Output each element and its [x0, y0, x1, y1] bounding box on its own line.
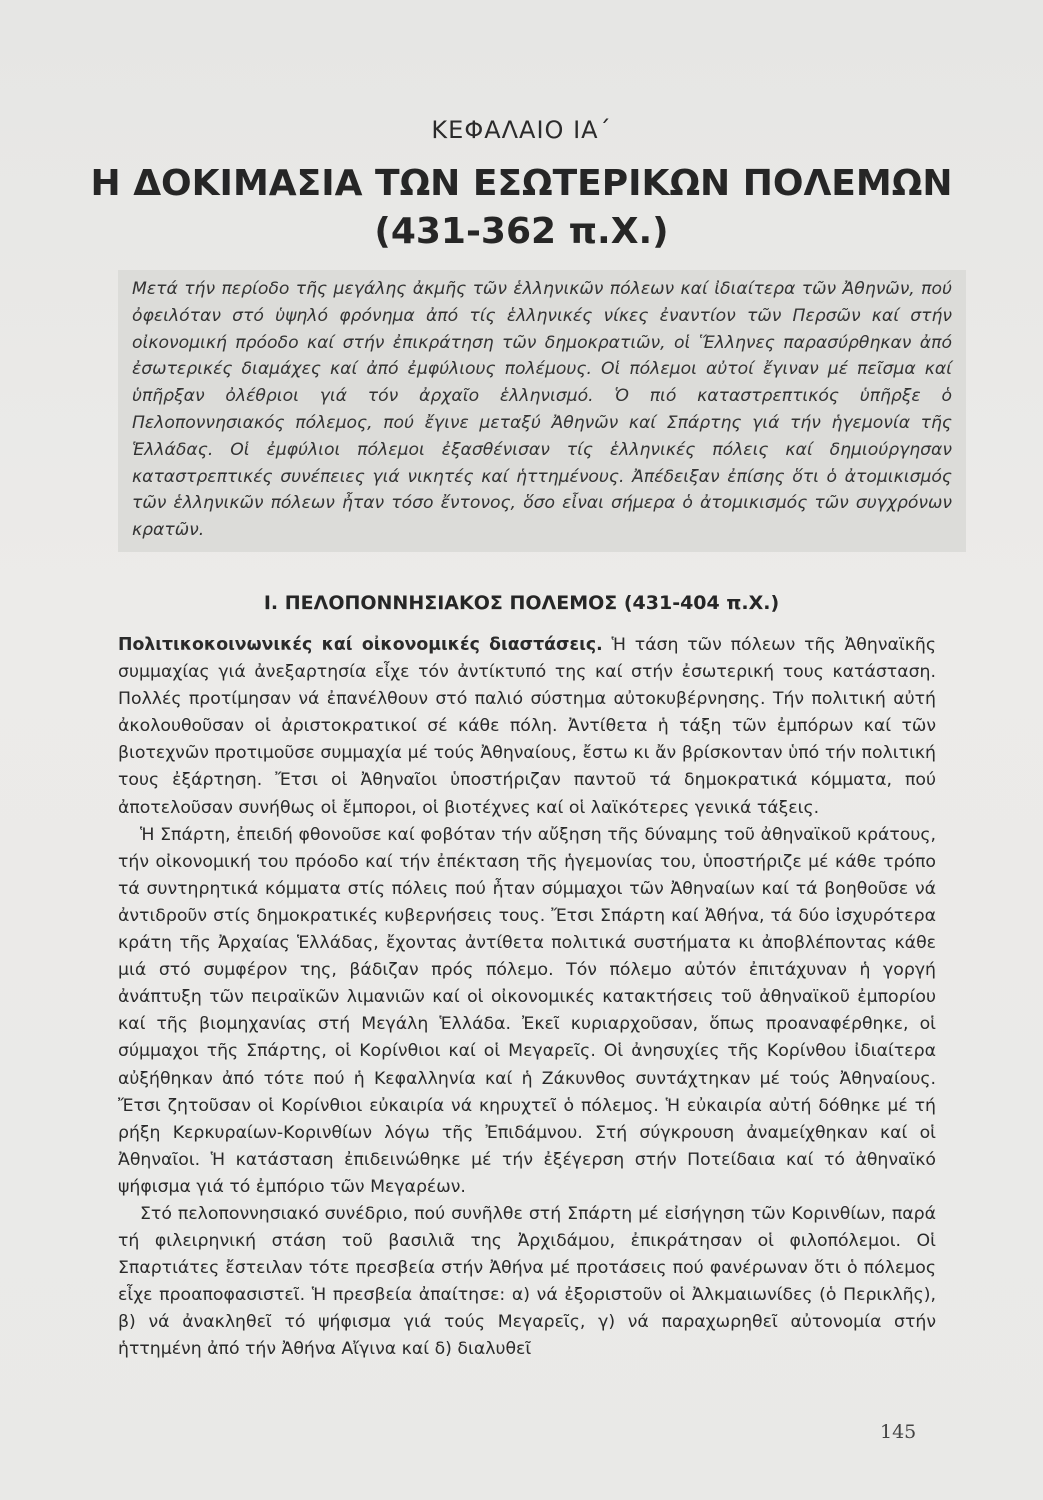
paragraph-lead: Πολιτικοκοινωνικές καί οἰκονομικές διαστάσεις. [118, 635, 603, 655]
chapter-label: ΚΕΦΑΛΑΙΟ ΙΑ΄ [431, 116, 612, 144]
chapter-title-line1: Η ΔΟΚΙΜΑΣΙΑ ΤΩΝ ΕΣΩΤΕΡΙΚΩΝ ΠΟΛΕΜΩΝ [90, 163, 953, 204]
body-text [118, 632, 936, 1364]
paragraph [118, 632, 936, 822]
paragraph: Στό πελοποννησιακό συνέδριο, πού συνῆλθε στή Σπάρτη μέ εἰσήγηση τῶν Κορινθίων, παρά τή φιλειρηνική στάση τοῦ βασιλιᾶ της Ἀρχιδάμου, ἐπικράτησαν οἱ φιλοπόλεμοι. Οἱ Σπαρτιάτες ἔστειλαν τότε πρεσβεία στήν Ἀθήνα μέ προτάσεις πού φανέρωναν ὅτι ὁ πόλεμος εἶχε προαποφασιστεῖ. Ἡ πρεσβεία ἀπαίτησε: α) νά ἐξοριστοῦν οἱ Ἀλκμαιωνίδες (ὁ Περικλῆς), β) νά ἀνακληθεῖ τό ψήφισμα γιά τούς Μεγαρεῖς, γ) νά παραχωρηθεῖ αὐτονομία στήν ἡττημένη ἀπό τήν Ἀθήνα Αἴγινα καί δ) διαλυθεῖ [118, 1203, 936, 1360]
intro-paragraph: Μετά τήν περίοδο τῆς μεγάλης ἀκμῆς τῶν ἑλληνικῶν πόλεων καί ἰδιαίτερα τῶν Ἀθηνῶν, πού ὀφειλόταν στό ὑψηλό φρόνημα ἀπό τίς ἑλληνικές νίκες ἐναντίον τῶν Περσῶν καί στήν οἰκονομική πρόοδο καί στήν ἐπικράτηση τῶν δημοκρατιῶν, οἱ Ἕλληνες παρασύρθηκαν ἀπό ἐσωτερικές διαμάχες καί ἀπό ἐμφύλιους πολέμους. Οἱ πόλεμοι αὐτοί ἔγιναν μέ πεῖσμα καί ὑπῆρξαν ὀλέθριοι γιά τόν ἀρχαῖο ἑλληνισμό. Ὁ πιό καταστρεπτικός ὑπῆρξε ὁ Πελοποννησιακός πόλεμος, πού ἔγινε μεταξύ Ἀθηνῶν καί Σπάρτης γιά τήν ἡγεμονία τῆς Ἑλλάδας. Οἱ ἐμφύλιοι πόλεμοι ἐξασθένισαν τίς ἑλληνικές πόλεις καί δημιούργησαν καταστρεπτικές συνέπειες γιά νικητές καί ἡττημένους. Ἀπέδειξαν ἐπίσης ὅτι ὁ ἀτομικισμός τῶν ἑλληνικῶν πόλεων ἦταν τόσο ἔντονος, ὅσο εἶναι σήμερα ὁ ἀτομικισμός τῶν συγχρόνων κρατῶν. [118, 270, 966, 552]
section-heading: Ι. ΠΕΛΟΠΟΝΝΗΣΙΑΚΟΣ ΠΟΛΕΜΟΣ (431-404 π.Χ.) [263, 592, 780, 614]
paragraph: Ἡ Σπάρτη, ἐπειδή φθονοῦσε καί φοβόταν τήν αὔξηση τῆς δύναμης τοῦ ἀθηναϊκοῦ κράτους, τήν οἰκονομική του πρόοδο καί τήν ἐπέκταση τῆς ἡγεμονίας του, ὑποστήριζε μέ κάθε τρόπο τά συντηρητικά κόμματα στίς πόλεις πού ἦταν σύμμαχοι τῶν Ἀθηναίων καί τά βοηθοῦσε νά ἀντιδροῦν στίς δημοκρατικές κυβερνήσεις τους. Ἔτσι Σπάρτη καί Ἀθήνα, τά δύο ἰσχυρότερα κράτη τῆς Ἀρχαίας Ἑλλάδας, ἔχοντας ἀντίθετα πολιτικά συστήματα κι ἀποβλέποντας κάθε μιά στό συμφέρον της, βάδιζαν πρός πόλεμο. Τόν πόλεμο αὐτόν ἐπιτάχυναν ἡ γοργή ἀνάπτυξη τῶν πειραϊκῶν λιμανιῶν καί οἱ οἰκονομικές κατακτήσεις τοῦ ἀθηναϊκοῦ ἐμπορίου καί τῆς βιομηχανίας στή Μεγάλη Ἑλλάδα. Ἐκεῖ κυριαρχοῦσαν, ὅπως προαναφέρθηκε, οἱ σύμμαχοι τῆς Σπάρτης, οἱ Κορίνθιοι καί οἱ Μεγαρεῖς. Οἱ ἀνησυχίες τῆς Κορίνθου ἰδιαίτερα αὐξήθηκαν ἀπό τότε πού ἡ Κεφαλληνία καί ἡ Ζάκυνθος συντάχτηκαν μέ τούς Ἀθηναίους. Ἔτσι ζητοῦσαν οἱ Κορίνθιοι εὐκαιρία νά κηρυχτεῖ ὁ πόλεμος. Ἡ εὐκαιρία αὐτή δόθηκε μέ τή ρήξη Κερκυραίων-Κορινθίων λόγω τῆς Ἐπιδάμνου. Στή σύγκρουση ἀναμείχθηκαν καί οἱ Ἀθηναῖοι. Ἡ κατάσταση ἐπιδεινώθηκε μέ τήν ἐξέγερση στήν Ποτείδαια καί τό ἀθηναϊκό ψήφισμα γιά τό ἐμπόριο τῶν Μεγαρέων. [118, 824, 936, 1197]
page-number: 145 [880, 1421, 917, 1443]
paragraph-text: Ἡ τάση τῶν πόλεων τῆς Ἀθηναϊκῆς συμμαχίας γιά ἀνεξαρτησία εἶχε τόν ἀντίκτυπό της καί στήν ἐσωτερική τους κατάσταση. Πολλές προτίμησαν νά ἐπανέλθουν στό παλιό σύστημα αὐτοκυβέρνησης. Τήν πολιτική αὐτή ἀκολουθοῦσαν οἱ ἀριστοκρατικοί σέ κάθε πόλη. Ἀντίθετα ἡ τάξη τῶν ἐμπόρων καί τῶν βιοτεχνῶν προτιμοῦσε συμμαχία μέ τούς Ἀθηναίους, ἔστω κι ἄν βρίσκονταν ὑπό τήν πολιτική τους ἐξάρτηση. Ἔτσι οἱ Ἀθηναῖοι ὑποστήριζαν παντοῦ τά δημοκρατικά κόμματα, πού ἀποτελοῦσαν συνήθως οἱ ἔμποροι, οἱ βιοτέχνες καί οἱ λαϊκότερες γενικά τάξεις. [118, 635, 936, 818]
chapter-title [0, 160, 1043, 256]
chapter-title-line2: (431-362 π.Χ.) [374, 211, 669, 252]
